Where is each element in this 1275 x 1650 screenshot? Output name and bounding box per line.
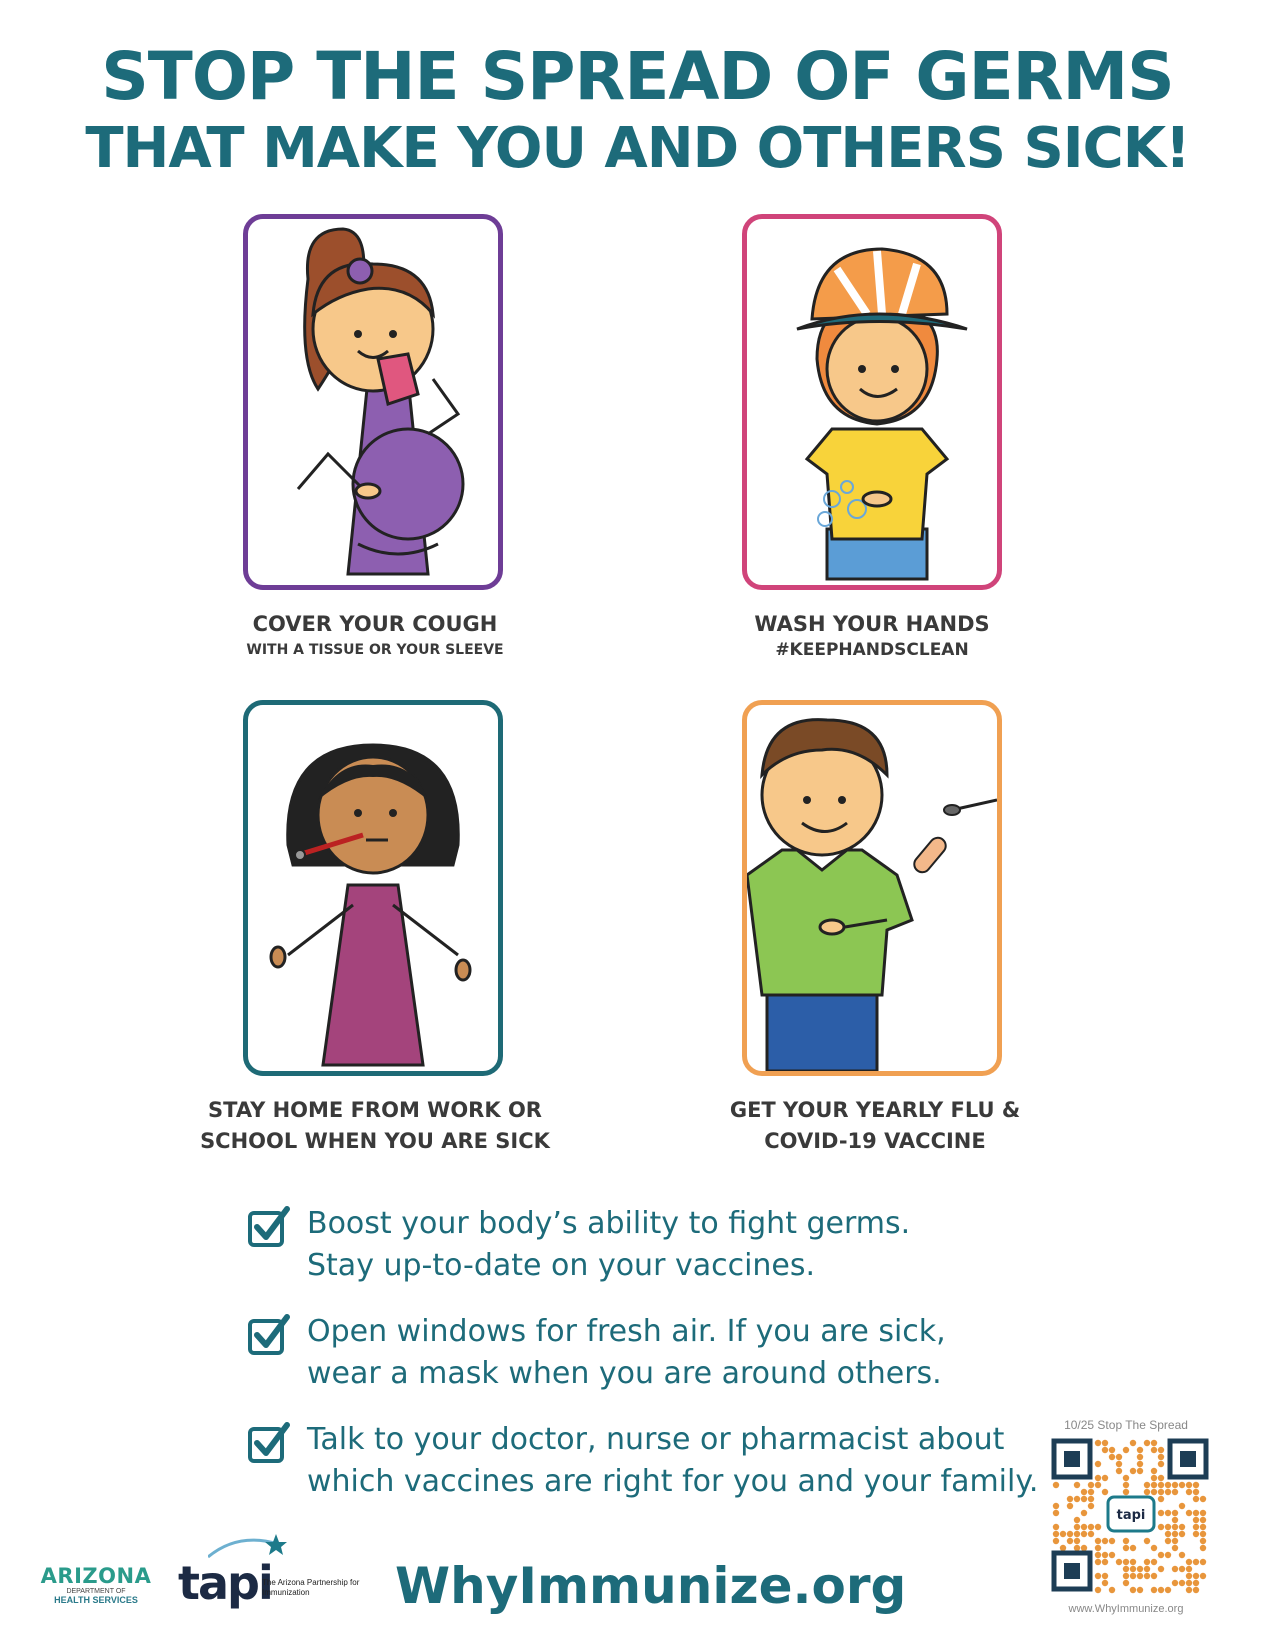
qr-module [1109, 1587, 1115, 1593]
tapi-tagline: The Arizona Partnership for Immunization [262, 1578, 360, 1597]
qr-module [1179, 1524, 1185, 1530]
tip-line-2: which vaccines are right for you and your family. [307, 1464, 1039, 1499]
qr-module [1130, 1545, 1136, 1551]
qr-module [1130, 1559, 1136, 1565]
qr-module [1165, 1489, 1171, 1495]
qr-module [1186, 1587, 1192, 1593]
qr-module [1123, 1538, 1129, 1544]
qr-module [1144, 1440, 1150, 1446]
qr-module [1060, 1531, 1066, 1537]
qr-module [1172, 1517, 1178, 1523]
qr-module [1067, 1496, 1073, 1502]
qr-module [1053, 1482, 1059, 1488]
qr-module [1137, 1573, 1143, 1579]
qr-module [1137, 1587, 1143, 1593]
qr-module [1200, 1545, 1206, 1551]
qr-module [1095, 1475, 1101, 1481]
arizona-dhs-logo [37, 1564, 155, 1605]
qr-module [1165, 1524, 1171, 1530]
qr-module [1095, 1559, 1101, 1565]
qr-module [1172, 1510, 1178, 1516]
qr-module [1158, 1447, 1164, 1453]
qr-module [1158, 1552, 1164, 1558]
qr-module [1186, 1559, 1192, 1565]
qr-module [1074, 1496, 1080, 1502]
qr-module [1088, 1496, 1094, 1502]
qr-module [1102, 1580, 1108, 1586]
qr-module [1123, 1489, 1129, 1495]
qr-module [1137, 1454, 1143, 1460]
qr-module [1165, 1510, 1171, 1516]
qr-module [1095, 1573, 1101, 1579]
caption-line-2: SCHOOL WHEN YOU ARE SICK [200, 1129, 550, 1153]
card-wash-hands-caption [712, 609, 1032, 660]
qr-module [1074, 1545, 1080, 1551]
card-wash-hands [742, 214, 1002, 590]
qr-module [1123, 1545, 1129, 1551]
qr-module [1200, 1538, 1206, 1544]
qr-module [1130, 1587, 1136, 1593]
qr-module [1151, 1587, 1157, 1593]
caption-main: WASH YOUR HANDS [754, 612, 990, 636]
qr-module [1193, 1531, 1199, 1537]
qr-module [1193, 1482, 1199, 1488]
qr-module [1053, 1524, 1059, 1530]
caption-main: COVER YOUR COUGH [252, 612, 498, 636]
qr-module [1123, 1559, 1129, 1565]
qr-module [1144, 1489, 1150, 1495]
qr-module [1193, 1573, 1199, 1579]
qr-module [1179, 1531, 1185, 1537]
qr-module [1193, 1517, 1199, 1523]
website-url[interactable]: WhyImmunize.org [395, 1557, 907, 1615]
tip-line-2: Stay up-to-date on your vaccines. [307, 1248, 816, 1283]
qr-module [1074, 1531, 1080, 1537]
qr-module [1102, 1447, 1108, 1453]
qr-module [1158, 1489, 1164, 1495]
qr-module [1116, 1468, 1122, 1474]
tapi-wordmark: tapi [178, 1556, 272, 1610]
qr-module [1095, 1461, 1101, 1467]
qr-module [1137, 1566, 1143, 1572]
qr-module [1165, 1538, 1171, 1544]
card-stay-home [243, 700, 503, 1076]
qr-module [1130, 1468, 1136, 1474]
qr-module [1179, 1552, 1185, 1558]
caption-line-2: COVID-19 VACCINE [764, 1129, 986, 1153]
qr-module [1116, 1461, 1122, 1467]
qr-module [1095, 1482, 1101, 1488]
qr-module [1158, 1482, 1164, 1488]
checkbox-check-icon [247, 1313, 291, 1357]
tip-line-2: wear a mask when you are around others. [307, 1356, 942, 1391]
page-title-line-1: STOP THE SPREAD OF GERMS [101, 38, 1174, 115]
caption-sub: WITH A TISSUE OR YOUR SLEEVE [246, 642, 504, 658]
qr-module [1200, 1524, 1206, 1530]
qr-module [1158, 1475, 1164, 1481]
qr-module [1123, 1482, 1129, 1488]
qr-module [1109, 1454, 1115, 1460]
qr-module [1193, 1510, 1199, 1516]
qr-module [1053, 1503, 1059, 1509]
card-cover-cough [243, 214, 503, 590]
qr-module [1193, 1587, 1199, 1593]
qr-module [1109, 1552, 1115, 1558]
qr-module [1151, 1573, 1157, 1579]
qr-module [1151, 1489, 1157, 1495]
checkbox-check-icon [247, 1205, 291, 1249]
qr-module [1200, 1531, 1206, 1537]
qr-module [1074, 1538, 1080, 1544]
caption-line-1: GET YOUR YEARLY FLU & [729, 1098, 1021, 1122]
tip-line-1: Boost your body’s ability to fight germs. [307, 1206, 911, 1241]
qr-module [1165, 1552, 1171, 1558]
qr-module [1186, 1510, 1192, 1516]
qr-module [1137, 1468, 1143, 1474]
sick-girl-illustration [248, 705, 498, 1071]
qr-module [1095, 1587, 1101, 1593]
qr-module [1151, 1475, 1157, 1481]
checkbox-check-icon [247, 1421, 291, 1465]
qr-module [1088, 1524, 1094, 1530]
qr-module [1158, 1587, 1164, 1593]
qr-module [1172, 1545, 1178, 1551]
qr-module [1095, 1524, 1101, 1530]
qr-module [1130, 1573, 1136, 1579]
qr-module [1200, 1496, 1206, 1502]
tip-line-1: Open windows for fresh air. If you are sick, [307, 1314, 946, 1349]
qr-module [1102, 1440, 1108, 1446]
qr-module [1095, 1545, 1101, 1551]
qr-module [1137, 1447, 1143, 1453]
tip-item [247, 1203, 1047, 1287]
qr-module [1074, 1524, 1080, 1530]
qr-module [1186, 1482, 1192, 1488]
tip-line-1: Talk to your doctor, nurse or pharmacist about [307, 1422, 1005, 1457]
qr-center-logo-text: tapi [1116, 1508, 1146, 1523]
qr-module [1158, 1496, 1164, 1502]
az-logo-hs: HEALTH SERVICES [54, 1595, 138, 1605]
tip-item [247, 1311, 1047, 1395]
qr-url: www.WhyImmunize.org [1068, 1603, 1184, 1615]
qr-module [1081, 1489, 1087, 1495]
qr-module [1144, 1538, 1150, 1544]
qr-module [1158, 1454, 1164, 1460]
qr-module [1144, 1559, 1150, 1565]
qr-module [1053, 1538, 1059, 1544]
qr-module [1151, 1545, 1157, 1551]
qr-module [1186, 1580, 1192, 1586]
page-title-line-2: THAT MAKE YOU AND OTHERS SICK! [85, 116, 1190, 181]
qr-module [1067, 1538, 1073, 1544]
qr-module [1088, 1489, 1094, 1495]
qr-module [1102, 1489, 1108, 1495]
qr-module [1200, 1559, 1206, 1565]
qr-module [1102, 1573, 1108, 1579]
qr-module [1186, 1566, 1192, 1572]
qr-module [1081, 1545, 1087, 1551]
qr-module [1179, 1482, 1185, 1488]
qr-module [1123, 1573, 1129, 1579]
qr-module [1165, 1482, 1171, 1488]
qr-module [1130, 1440, 1136, 1446]
qr-module [1172, 1482, 1178, 1488]
qr-module [1158, 1510, 1164, 1516]
caption-line-1: STAY HOME FROM WORK OR [208, 1098, 542, 1122]
qr-module [1200, 1573, 1206, 1579]
qr-module [1102, 1538, 1108, 1544]
qr-module [1193, 1524, 1199, 1530]
az-logo-dept: DEPARTMENT OF [66, 1588, 126, 1595]
qr-module [1081, 1531, 1087, 1537]
qr-module [1088, 1531, 1094, 1537]
az-logo-name: ARIZONA [40, 1564, 152, 1588]
qr-module [1130, 1566, 1136, 1572]
qr-module [1172, 1531, 1178, 1537]
coughing-woman-illustration [248, 219, 498, 585]
qr-module [1074, 1482, 1080, 1488]
qr-module [1123, 1475, 1129, 1481]
qr-module [1109, 1538, 1115, 1544]
qr-finder-top-right [1170, 1441, 1206, 1477]
qr-module [1123, 1580, 1129, 1586]
qr-module [1102, 1552, 1108, 1558]
handwashing-boy-illustration [747, 219, 997, 585]
qr-module [1053, 1510, 1059, 1516]
tips-list [247, 1203, 1047, 1527]
caption-sub: #KEEPHANDSCLEAN [775, 640, 969, 660]
qr-module [1102, 1559, 1108, 1565]
qr-module [1158, 1566, 1164, 1572]
qr-module [1088, 1482, 1094, 1488]
tip-item [247, 1419, 1047, 1503]
qr-module [1060, 1545, 1066, 1551]
qr-module [1158, 1524, 1164, 1530]
qr-module [1123, 1566, 1129, 1572]
qr-module [1095, 1440, 1101, 1446]
qr-module [1116, 1559, 1122, 1565]
qr-module [1172, 1580, 1178, 1586]
tapi-logo [178, 1532, 378, 1612]
qr-module [1074, 1517, 1080, 1523]
qr-module [1095, 1538, 1101, 1544]
qr-module [1179, 1566, 1185, 1572]
qr-module [1172, 1489, 1178, 1495]
qr-module [1151, 1482, 1157, 1488]
qr-module [1158, 1461, 1164, 1467]
qr-module [1186, 1573, 1192, 1579]
card-vaccine-caption [700, 1095, 1050, 1157]
qr-module [1193, 1496, 1199, 1502]
qr-module [1151, 1559, 1157, 1565]
qr-module [1109, 1447, 1115, 1453]
qr-module [1088, 1503, 1094, 1509]
qr-module [1172, 1538, 1178, 1544]
qr-module [1193, 1489, 1199, 1495]
qr-module [1186, 1489, 1192, 1495]
qr-finder-top-left [1054, 1441, 1090, 1477]
qr-module [1165, 1531, 1171, 1537]
qr-module [1172, 1524, 1178, 1530]
qr-module [1200, 1510, 1206, 1516]
qr-module [1116, 1454, 1122, 1460]
qr-module [1151, 1447, 1157, 1453]
qr-code-icon[interactable] [1050, 1437, 1210, 1595]
qr-module [1193, 1580, 1199, 1586]
qr-module [1144, 1566, 1150, 1572]
qr-module [1179, 1503, 1185, 1509]
qr-module [1193, 1559, 1199, 1565]
card-vaccine [742, 700, 1002, 1076]
qr-module [1053, 1531, 1059, 1537]
qr-module [1137, 1461, 1143, 1467]
qr-module [1172, 1566, 1178, 1572]
qr-module [1102, 1475, 1108, 1481]
qr-module [1144, 1573, 1150, 1579]
qr-module [1081, 1496, 1087, 1502]
qr-module [1165, 1587, 1171, 1593]
vaccinated-boy-illustration [747, 705, 997, 1071]
qr-module [1123, 1447, 1129, 1453]
qr-module [1151, 1440, 1157, 1446]
qr-module [1067, 1531, 1073, 1537]
qr-module [1151, 1468, 1157, 1474]
qr-module [1200, 1517, 1206, 1523]
card-stay-home-caption [200, 1095, 550, 1157]
card-cover-cough-caption [215, 609, 535, 660]
qr-module [1179, 1580, 1185, 1586]
qr-caption: 10/25 Stop The Spread [1064, 1418, 1188, 1432]
qr-module [1067, 1503, 1073, 1509]
qr-finder-bottom-left [1054, 1553, 1090, 1589]
qr-module [1081, 1524, 1087, 1530]
qr-module [1081, 1510, 1087, 1516]
qr-module [1144, 1482, 1150, 1488]
qr-module [1095, 1552, 1101, 1558]
